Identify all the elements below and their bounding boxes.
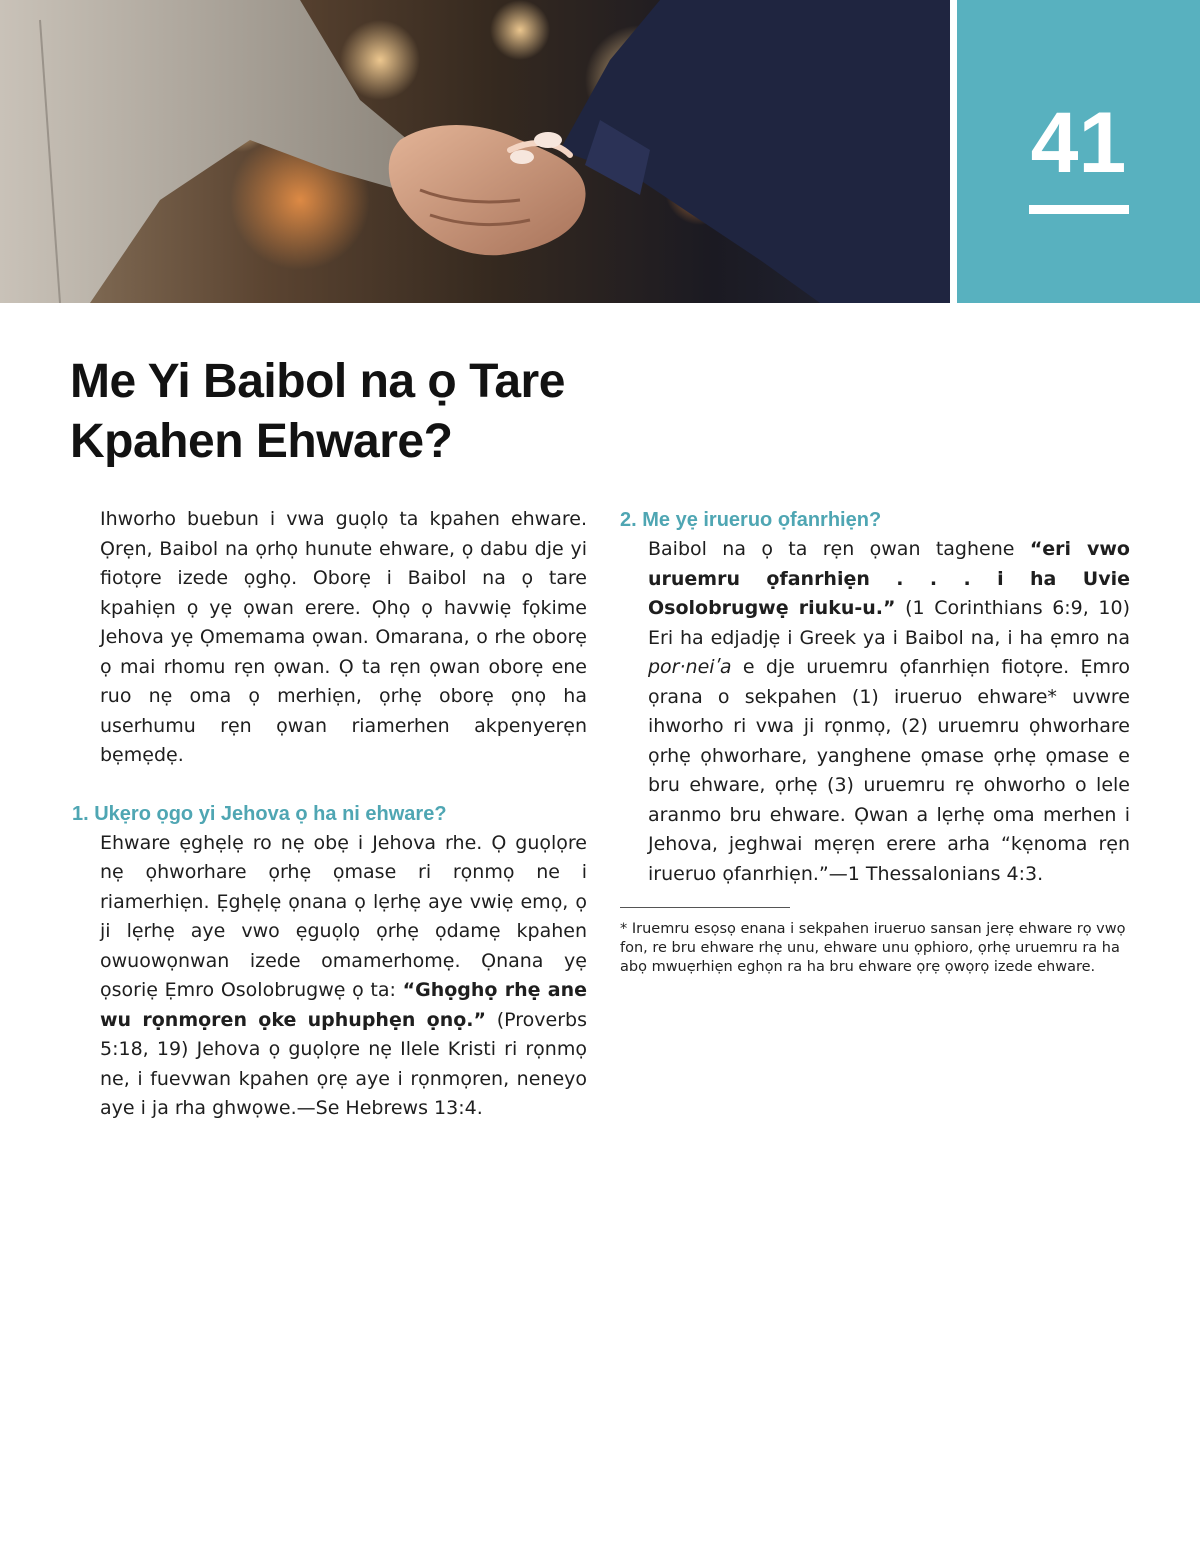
right-column: [620, 505, 1130, 977]
q2-text-mid: (1 Corinthians 6:9, 10) Eri ha edjadjẹ i Greek ya i Baibol na, i ha ẹmro na: [648, 597, 1131, 649]
page-title-line-2: Kpahen Ehware?: [70, 415, 453, 468]
q2-greek-term: por·neiʹa: [648, 656, 732, 678]
q1-text-before: Ehware ẹghẹlẹ ro nẹ obẹ i Jehova rhe. Ọ guọlọre nẹ ọhworhare ọrhẹ ọmase ri rọnmọ ne i riamerhiẹn. Ẹghẹlẹ ọnana ọ lẹrhẹ aye vwiẹ emọ, ọ ji lẹrhẹ aye vwo ẹguọlọ ọrhẹ ọdamẹ kpahen owuowọnwan izede omamerhomẹ. Ọnana yẹ ọsoriẹ Ẹmro Osolobrugwẹ ọ ta:: [100, 831, 587, 1001]
page-title: [70, 352, 670, 472]
q2-scripture-quote: “eri vwo uruemru ọfanrhiẹn . . . i ha Uvie Osolobrugwẹ riuku-u.”: [648, 538, 1130, 619]
question-2-paragraph: [620, 535, 1130, 889]
question-1-heading: 1. Ukẹro ọgo yi Jehova ọ ha ni ehware?: [72, 802, 447, 825]
lesson-number-underline: [1029, 205, 1129, 214]
hero-image-holding-hands: [0, 0, 950, 303]
q1-scripture-quote: “Ghọghọ rhẹ ane wu rọnmọren ọke uphuphẹn ọnọ.”: [100, 979, 587, 1031]
intro-paragraph: Ihworho buebun i vwa guọlọ ta kpahen ehware. Ọrẹn, Baibol na ọrhọ hunute ehware, ọ dabu dje yi fiotọre izede ọghọ. Oborẹ i Baibol na ọ tare kpahiẹn ọ yẹ ọwan erere. Ọhọ ọ havwiẹ fọkime Jehova yẹ Ọmemama ọwan. Omarana, o rhe oborẹ ọ mai rhomu rẹn ọwan. Ọ ta rẹn ọwan oborẹ ene ruo nẹ oma ọ merhiẹn, ọrhẹ oborẹ ọnọ ha userhumu rẹn ọwan riamerhen akpenyerẹn bẹmẹdẹ.: [100, 508, 587, 766]
left-column: [72, 505, 587, 1124]
footnote: * Iruemru esọsọ enana i sekpahen irueruo sansan jerẹ ehware rọ vwọ fon, re bru ehware rhẹ unu, ehware unu ọphioro, ọrhẹ uruemru ra ha abọ mwuẹrhiẹn eghọn ra ha bru ehware ọrẹ ọwọrọ izede ehware.: [620, 921, 1126, 975]
page-title-line-1: Me Yi Baibol na ọ Tare: [70, 355, 565, 408]
q1-text-after: (Proverbs 5:18, 19) Jehova ọ guọlọre nẹ Ilele Kristi ri rọnmọ ne, i fuevwan kpahen ọrẹ aye i rọnmọren, neneyo aye i ja rha ghwọwe.—Se Hebrews 13:4.: [100, 1008, 587, 1119]
q2-text-before: Baibol na ọ ta rẹn ọwan taghene: [648, 538, 1030, 560]
lesson-number: 41: [1030, 95, 1127, 191]
question-2-heading: 2. Me yẹ irueruo ọfanrhiẹn?: [620, 509, 882, 531]
footnote-divider: [620, 907, 790, 908]
question-1-paragraph: [72, 829, 587, 1124]
lesson-number-box: [957, 0, 1200, 303]
q2-text-after: e dje uruemru ọfanrhiẹn fiotọre. Ẹmro ọrana o sekpahen (1) irueruo ehware* uvwre ihworho ri vwa ji rọnmọ, (2) uruemru ọhworhare ọrhẹ ọhworhare, yanghene ọmase ọrhẹ ọmase e bru ehware, ọrhẹ (3) uruemru rẹ ohworho o lele aranmo bru ehware. Ọwan a lẹrhẹ oma merhen i Jehova, jeghwai mẹrẹn erere arha “kẹnoma rẹn irueruo ọfanrhiẹn.”—1 Thessalonians 4:3.: [648, 656, 1130, 885]
